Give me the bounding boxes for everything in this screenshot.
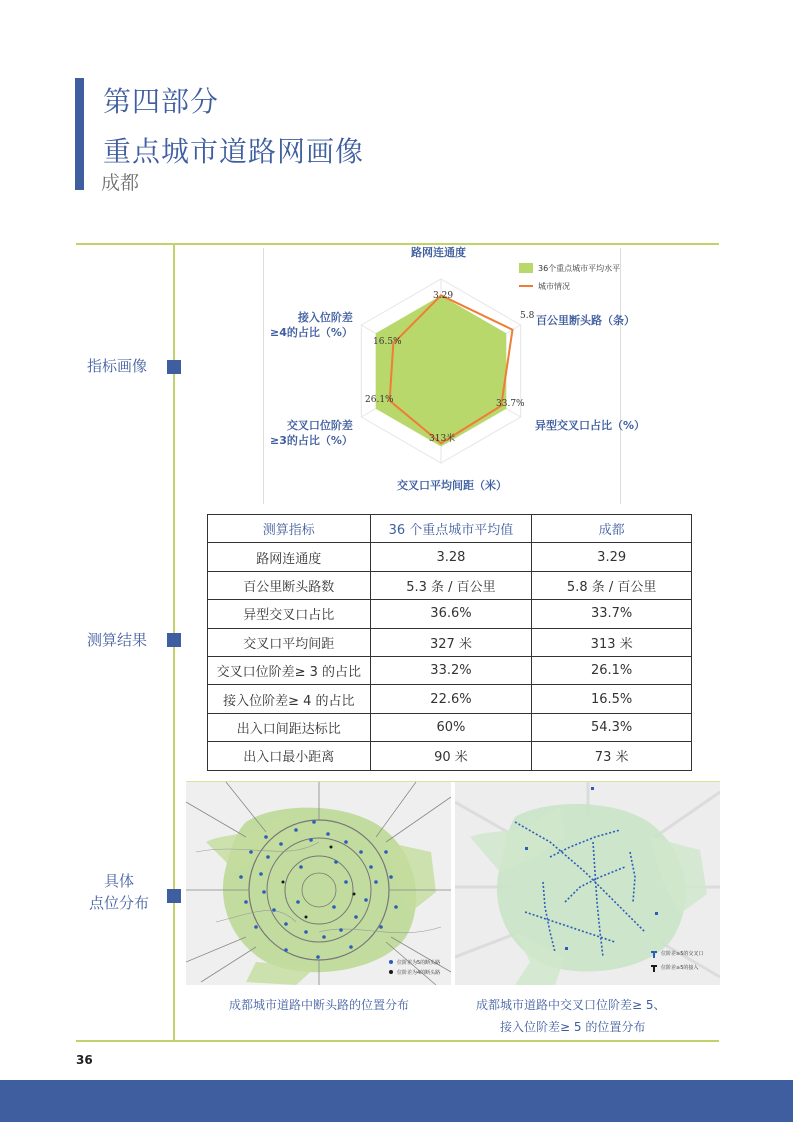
table-cell: 60% [370,713,532,741]
radar-value-label: 3.29 [433,291,454,301]
table-cell: 16.5% [532,685,692,713]
footer-band [0,1080,793,1122]
radar-axis-label-lower-left-1: 交叉口位阶差 [286,419,353,432]
table-header-row [208,515,692,543]
table-cell: 33.2% [370,656,532,684]
map-legend-item: 位阶差为5的断头路 [397,960,441,966]
radar-axis-label-lower-left [270,418,353,448]
table-cell: 26.1% [532,656,692,684]
results-table [207,514,692,771]
right-map-caption-line2: 接入位阶差≥ 5 的位置分布 [500,1020,646,1034]
radar-axis-label-top: 路网连通度 [411,246,466,259]
part-title: 第四部分 [103,85,220,118]
table-cell: 5.3 条 / 百公里 [370,571,532,599]
table-cell: 36.6% [370,600,532,628]
table-header-cell: 测算指标 [208,515,371,543]
table-cell: 73 米 [532,742,692,770]
radar-value-label: 16.5% [373,337,402,347]
table-cell: 接入位阶差≥ 4 的占比 [208,685,371,713]
right-map-caption-line1: 成都城市道路中交叉口位阶差≥ 5、 [476,998,666,1012]
table-cell: 路网连通度 [208,543,371,571]
table-row [208,685,692,713]
dead-end-roads-map [186,782,451,985]
table-row [208,600,692,628]
radar-value-label: 5.8 [520,311,535,321]
table-cell: 54.3% [532,713,692,741]
city-subtitle: 成都 [101,172,140,194]
table-cell: 90 米 [370,742,532,770]
radar-axis-label-lower-left-2: ≥3的占比（%） [270,434,353,447]
section-marker [167,360,181,374]
section-locations-line2: 点位分布 [88,894,149,912]
table-row [208,628,692,656]
section-locations-line1: 具体 [103,872,134,890]
table-header-cell: 成都 [532,515,692,543]
table-cell: 异型交叉口占比 [208,600,371,628]
map-legend-item: 位阶差≥5的接入 [661,965,699,971]
intersection-grade-map [455,782,720,985]
radar-legend [519,259,620,295]
bottom-divider [76,1040,719,1042]
table-cell: 出入口间距达标比 [208,713,371,741]
table-cell: 百公里断头路数 [208,571,371,599]
table-cell: 交叉口平均间距 [208,628,371,656]
radar-axis-label-lower-right: 异型交叉口占比（%） [535,419,646,432]
table-cell: 327 米 [370,628,532,656]
legend-item-average [519,259,620,277]
section-marker [167,633,181,647]
table-cell: 交叉口位阶差≥ 3 的占比 [208,656,371,684]
table-cell: 5.8 条 / 百公里 [532,571,692,599]
table-cell: 33.7% [532,600,692,628]
map-legend-item: 位阶差为4的断头路 [397,970,441,976]
section-indicator-profile: 指标画像 [87,357,148,375]
legend-line-city [519,285,533,287]
table-row [208,543,692,571]
legend-label-city: 城市情况 [538,281,570,291]
table-cell: 出入口最小距离 [208,742,371,770]
table-cell: 3.29 [532,543,692,571]
dead-end-roads-map-graphic [186,782,451,985]
radar-axis-label-upper-left-1: 接入位阶差 [297,311,353,324]
title-accent-bar [75,78,84,190]
map-legend-item: 位阶差≥5的交叉口 [661,951,704,957]
table-cell: 22.6% [370,685,532,713]
page-number: 36 [76,1053,93,1067]
radar-value-label: 313米 [429,434,456,444]
table-header-cell: 36 个重点城市平均值 [370,515,532,543]
legend-item-city [519,277,620,295]
section-marker [167,889,181,903]
table-row [208,656,692,684]
table-cell: 313 米 [532,628,692,656]
radar-axis-label-upper-left [270,310,353,340]
radar-axis-label-bottom: 交叉口平均间距（米） [397,479,507,492]
radar-value-label: 26.1% [365,395,394,405]
table-row [208,571,692,599]
table-row [208,742,692,770]
radar-axis-label-upper-left-2: ≥4的占比（%） [270,326,353,339]
radar-value-label: 33.7% [496,399,525,409]
table-cell: 3.28 [370,543,532,571]
legend-label-average: 36个重点城市平均水平 [538,263,621,273]
section-results: 测算结果 [87,631,148,649]
left-map-caption: 成都城市道路中断头路的位置分布 [229,998,410,1012]
radar-axis-label-upper-right: 百公里断头路（条） [536,314,635,327]
section-locations [86,870,152,914]
legend-swatch-average [519,263,533,273]
table-row [208,713,692,741]
page-title: 重点城市道路网画像 [103,135,365,168]
